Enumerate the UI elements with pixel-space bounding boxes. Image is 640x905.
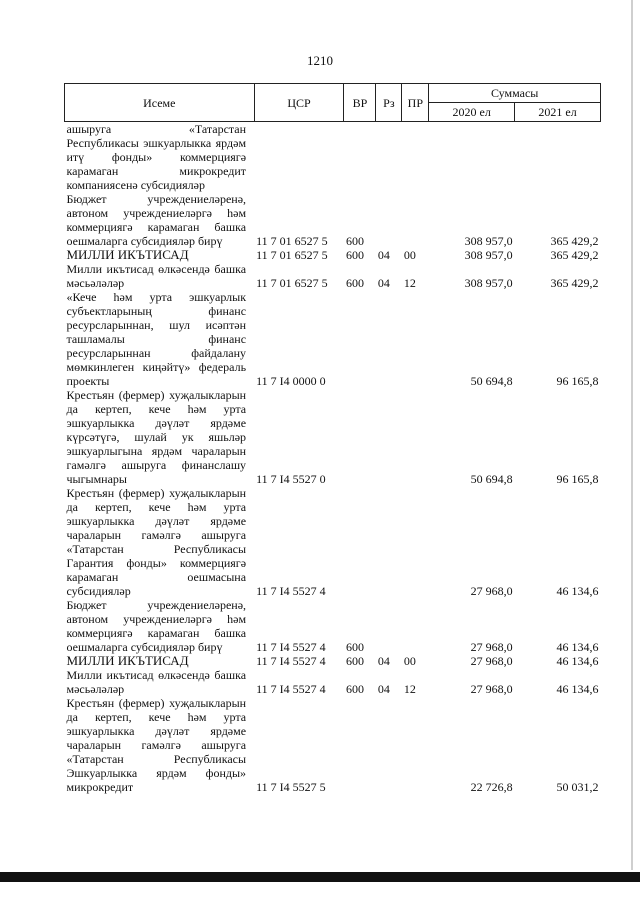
header-sums: Суммасы (429, 84, 601, 103)
table-header (65, 84, 601, 122)
row-csr-code: 11 7 I4 5527 4 (256, 654, 326, 668)
row-csr-code (254, 122, 344, 193)
header-year-2021: 2021 ел (515, 103, 601, 122)
row-rz-code: 04 (377, 248, 390, 262)
row-rz-code (376, 696, 402, 794)
row-csr-code: 11 7 I4 5527 4 (256, 682, 326, 696)
row-vr-code (344, 486, 376, 598)
row-rz-code (376, 122, 402, 193)
row-vr-code (344, 696, 376, 794)
row-pr-code (402, 388, 429, 486)
row-sum-2021: 46 134,6 (556, 654, 599, 668)
row-name: Бюджет учреждениеләренә, автоном учреждениеләргә һәм коммерциягә карамаган башка оешмаларга субсидияләр бирү (66, 598, 247, 654)
row-sum-2021: 46 134,6 (556, 682, 599, 696)
row-sum-2020: 27 968,0 (470, 654, 513, 668)
row-name: Крестьян (фермер) хуҗалыкларын да кертеп, кече һәм урта эшкуарлыкка дәүләт ярдәме чараларын гамәлгә ашыруга «Татарстан Республикасы Гарантия фонды» коммерциягә карамаган оешмасына субсидияләр (66, 486, 247, 598)
row-pr-code: 12 (403, 276, 416, 290)
table-row (65, 262, 601, 290)
row-sum-2021: 96 165,8 (556, 472, 599, 486)
row-sum-2020: 22 726,8 (470, 780, 513, 794)
row-sum-2021: 365 429,2 (550, 248, 599, 262)
row-sum-2020: 308 957,0 (464, 248, 513, 262)
row-pr-code (402, 486, 429, 598)
row-pr-code: 00 (403, 654, 416, 668)
row-csr-code: 11 7 I4 5527 5 (256, 780, 326, 794)
row-sum-2021: 96 165,8 (556, 374, 599, 388)
row-rz-code: 04 (377, 682, 390, 696)
row-pr-code: 12 (403, 682, 416, 696)
row-csr-code: 11 7 01 6527 5 (256, 276, 328, 290)
row-sum-2020: 27 968,0 (470, 640, 513, 654)
row-name: Крестьян (фермер) хуҗалыкларын да кертеп, кече һәм урта эшкуарлыкка дәүләт ярдәме чараларын гамәлгә ашыруга «Татарстан Республикасы Эшкуарлыкка ярдәм фонды» микрокредит (66, 696, 247, 794)
scan-bottom-bar (0, 872, 640, 882)
row-vr-code: 600 (345, 248, 364, 262)
row-pr-code (402, 122, 429, 193)
row-rz-code (376, 486, 402, 598)
budget-table (64, 83, 601, 794)
row-name: Бюджет учреждениеләренә, автоном учреждениеләргә һәм коммерциягә карамаган башка оешмаларга субсидияләр бирү (66, 192, 247, 248)
row-name: «Кече һәм урта эшкуарлык субъектларының финанс ресурсларыннан, шул исәптән ташламалы финанс ресурсларыннан файдалану мөмкинлеген киңәйтү» федераль проекты (66, 290, 247, 388)
header-vr: ВР (344, 84, 376, 122)
row-sum-2020: 308 957,0 (464, 276, 513, 290)
row-rz-code: 04 (377, 654, 390, 668)
row-sum-2021: 46 134,6 (556, 584, 599, 598)
row-name: МИЛЛИ ИКЪТИСАД (66, 247, 189, 262)
row-rz-code (376, 290, 402, 388)
table-row (65, 598, 601, 654)
row-sum-2020 (429, 122, 515, 193)
row-csr-code: 11 7 I4 5527 0 (256, 472, 326, 486)
table-row (65, 696, 601, 794)
header-csr: ЦСР (254, 84, 344, 122)
row-pr-code (402, 696, 429, 794)
row-name: ашыруга «Татарстан Республикасы эшкуарлыкка ярдәм итү фонды» коммерциягә карамаган микрокредит компаниясенә субсидияләр (66, 122, 247, 192)
row-vr-code (344, 290, 376, 388)
row-csr-code: 11 7 I4 5527 4 (256, 584, 326, 598)
table-row (65, 248, 601, 262)
row-csr-code: 11 7 I4 0000 0 (256, 374, 326, 388)
header-name: Исеме (65, 84, 255, 122)
row-sum-2020: 50 694,8 (470, 374, 513, 388)
header-pr: ПР (402, 84, 429, 122)
table-row (65, 290, 601, 388)
row-csr-code: 11 7 01 6527 5 (256, 248, 328, 262)
scan-edge (631, 0, 633, 870)
page-number: 1210 (307, 53, 333, 68)
row-sum-2021: 365 429,2 (550, 276, 599, 290)
table-row (65, 388, 601, 486)
row-vr-code: 600 (345, 276, 364, 290)
table-row (65, 668, 601, 696)
row-rz-code: 04 (377, 276, 390, 290)
row-name: МИЛЛИ ИКЪТИСАД (66, 653, 189, 668)
row-pr-code (402, 290, 429, 388)
row-rz-code (376, 388, 402, 486)
row-vr-code (344, 122, 376, 193)
row-sum-2021: 50 031,2 (556, 780, 599, 794)
table-row (65, 192, 601, 248)
row-csr-code: 11 7 01 6527 5 (256, 234, 328, 248)
row-vr-code: 600 (345, 640, 364, 654)
row-rz-code (376, 192, 402, 248)
row-vr-code: 600 (345, 682, 364, 696)
row-pr-code (402, 598, 429, 654)
row-sum-2021: 365 429,2 (550, 234, 599, 248)
row-sum-2021 (515, 122, 601, 193)
row-csr-code: 11 7 I4 5527 4 (256, 640, 326, 654)
row-sum-2020: 27 968,0 (470, 584, 513, 598)
table-row (65, 486, 601, 598)
row-vr-code: 600 (345, 234, 364, 248)
table-row (65, 654, 601, 668)
row-sum-2021: 46 134,6 (556, 640, 599, 654)
table-body (65, 122, 601, 795)
row-pr-code (402, 192, 429, 248)
row-name: Милли икътисад өлкәсендә башка мәсьәләләр (66, 668, 247, 696)
row-name: Крестьян (фермер) хуҗалыкларын да кертеп, кече һәм урта эшкуарлыкка дәүләт ярдәме күрсәтүгә, шулай ук яшьләр эшкуарлыгына ярдәм чараларын гамәлгә ашыруга финанслашу чыгымнары (66, 388, 247, 486)
row-vr-code: 600 (345, 654, 364, 668)
row-sum-2020: 27 968,0 (470, 682, 513, 696)
row-name: Милли икътисад өлкәсендә башка мәсьәләләр (66, 262, 247, 290)
row-vr-code (344, 388, 376, 486)
table-row (65, 122, 601, 193)
row-pr-code: 00 (403, 248, 416, 262)
header-rz: Рз (376, 84, 402, 122)
row-sum-2020: 50 694,8 (470, 472, 513, 486)
row-sum-2020: 308 957,0 (464, 234, 513, 248)
header-year-2020: 2020 ел (429, 103, 515, 122)
row-rz-code (376, 598, 402, 654)
